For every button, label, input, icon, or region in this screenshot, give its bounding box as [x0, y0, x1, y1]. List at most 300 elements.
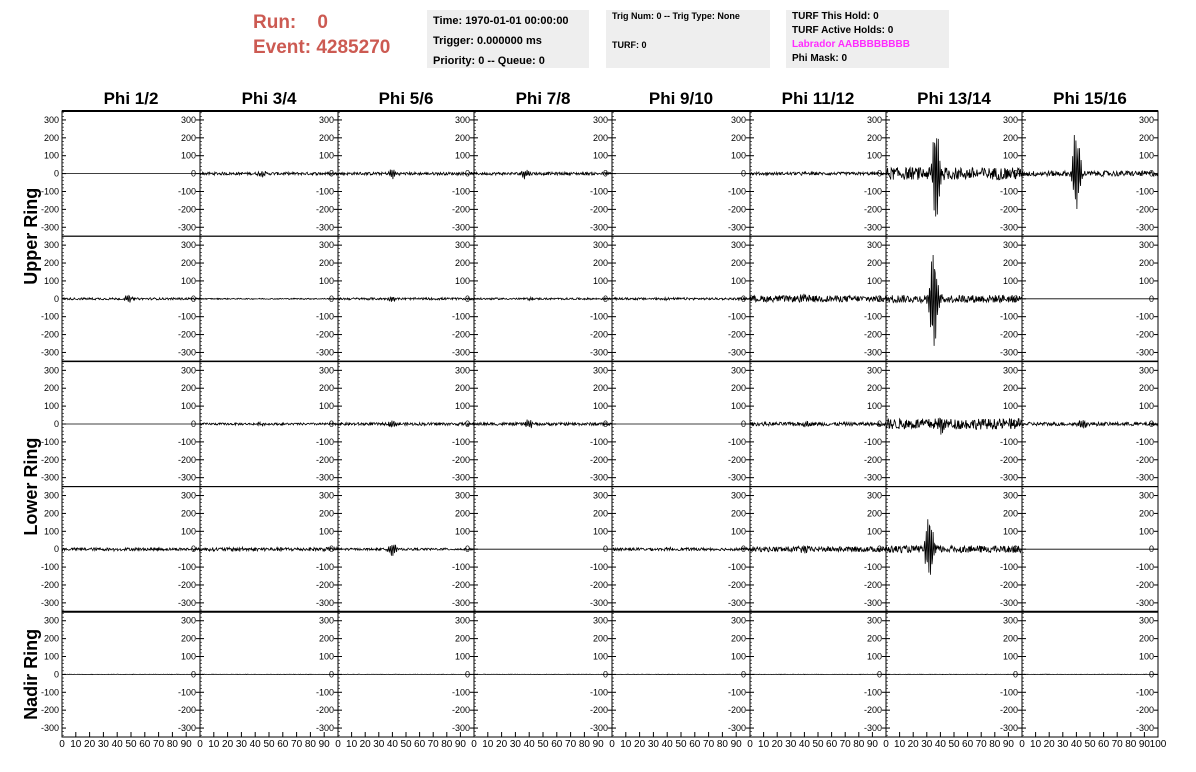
y-tick-label: 100 — [43, 651, 59, 662]
y-tick-label: 300 — [454, 240, 470, 251]
y-tick-label: 300 — [1138, 240, 1154, 251]
y-tick-label: 100 — [730, 651, 746, 662]
y-tick-label: 100 — [1138, 401, 1154, 412]
y-tick-label: 0 — [740, 419, 746, 429]
y-tick-label: 200 — [730, 633, 746, 644]
y-tick-label: 200 — [454, 633, 470, 644]
y-tick-label: 0 — [740, 544, 746, 555]
y-tick-label: -200 — [727, 579, 746, 590]
waveform-trace — [750, 546, 886, 553]
y-tick-label: 200 — [730, 258, 746, 269]
x-tick-label: 80 — [441, 739, 453, 750]
y-tick-label: 100 — [866, 150, 882, 161]
y-tick-label: 0 — [740, 168, 746, 179]
y-tick-label: 200 — [592, 633, 608, 644]
x-tick-label: 0 — [59, 739, 65, 750]
y-tick-label: -100 — [863, 186, 882, 197]
y-tick-label: 200 — [454, 258, 470, 269]
y-tick-label: 200 — [1138, 383, 1154, 394]
x-tick-label: 90 — [318, 739, 330, 750]
y-tick-label: 300 — [454, 490, 470, 501]
y-tick-label: 100 — [454, 401, 470, 412]
x-tick-label: 30 — [509, 739, 521, 750]
x-tick-label: 60 — [962, 739, 974, 750]
y-tick-label: -300 — [451, 222, 470, 233]
y-tick-label: 100 — [1138, 651, 1154, 662]
y-tick-label: 100 — [454, 526, 470, 537]
waveform-trace — [62, 293, 200, 304]
y-tick-label: -300 — [40, 222, 59, 233]
y-tick-label: 300 — [1138, 365, 1154, 376]
y-tick-label: 0 — [740, 293, 746, 304]
y-tick-label: -200 — [1135, 204, 1154, 215]
y-tick-label: 0 — [602, 419, 608, 429]
y-tick-label: 300 — [1002, 365, 1018, 376]
column-header: Phi 3/4 — [241, 89, 297, 108]
x-tick-label: 0 — [471, 739, 477, 750]
y-tick-label: -300 — [1135, 597, 1154, 608]
y-tick-label: -300 — [1135, 347, 1154, 358]
y-tick-label: -300 — [999, 723, 1018, 734]
y-tick-label: 100 — [180, 275, 196, 286]
y-tick-label: 300 — [318, 240, 334, 251]
y-tick-label: 200 — [592, 508, 608, 519]
waveform-trace — [474, 297, 612, 300]
y-tick-label: -100 — [589, 562, 608, 573]
labrador-text: Labrador AABBBBBBBB — [792, 39, 910, 50]
run-label: Run: — [253, 12, 297, 33]
y-tick-label: -200 — [999, 454, 1018, 465]
y-tick-label: -100 — [863, 562, 882, 573]
y-tick-label: -200 — [589, 454, 608, 465]
x-tick-label: 20 — [359, 739, 371, 750]
y-tick-label: 300 — [43, 240, 59, 251]
y-tick-label: 0 — [190, 419, 196, 429]
y-tick-label: -200 — [863, 454, 882, 465]
waveform-trace — [338, 421, 474, 428]
y-tick-label: 200 — [43, 508, 59, 519]
y-tick-label: -300 — [589, 222, 608, 233]
y-tick-label: 200 — [730, 508, 746, 519]
y-tick-label: 100 — [1002, 150, 1018, 161]
y-tick-label: -300 — [727, 723, 746, 734]
y-tick-label: 300 — [866, 490, 882, 501]
x-tick-label: 70 — [703, 739, 715, 750]
x-tick-label: 100 — [1149, 739, 1167, 750]
y-tick-label: 200 — [318, 633, 334, 644]
y-tick-label: 200 — [1002, 633, 1018, 644]
y-tick-label: -200 — [589, 705, 608, 716]
y-tick-label: 100 — [866, 275, 882, 286]
x-tick-label: 60 — [139, 739, 151, 750]
x-tick-label: 60 — [826, 739, 838, 750]
x-tick-label: 20 — [634, 739, 646, 750]
y-tick-label: 200 — [43, 383, 59, 394]
waveform-trace — [612, 298, 750, 301]
x-tick-label: 0 — [197, 739, 203, 750]
y-tick-label: 100 — [318, 275, 334, 286]
y-tick-label: -300 — [863, 472, 882, 483]
y-tick-label: 200 — [318, 383, 334, 394]
y-tick-label: 200 — [180, 258, 196, 269]
y-tick-label: 300 — [1002, 615, 1018, 626]
y-tick-label: -100 — [451, 186, 470, 197]
column-header: Phi 15/16 — [1053, 89, 1127, 108]
y-tick-label: 300 — [1002, 114, 1018, 125]
y-tick-label: -100 — [1135, 562, 1154, 573]
y-tick-label: 100 — [730, 401, 746, 412]
y-tick-label: -100 — [1135, 311, 1154, 322]
y-tick-label: -200 — [40, 204, 59, 215]
y-tick-label: -200 — [1135, 454, 1154, 465]
y-tick-label: 100 — [43, 150, 59, 161]
y-tick-label: 0 — [464, 544, 470, 555]
y-tick-label: -300 — [727, 347, 746, 358]
x-tick-label: 50 — [263, 739, 275, 750]
y-tick-label: 100 — [730, 526, 746, 537]
y-tick-label: -300 — [177, 472, 196, 483]
y-tick-label: 300 — [592, 114, 608, 125]
y-tick-label: -200 — [1135, 329, 1154, 340]
y-tick-label: -100 — [589, 186, 608, 197]
waveform-trace — [200, 168, 338, 179]
y-tick-label: 200 — [866, 633, 882, 644]
event-label: Event: — [253, 37, 312, 58]
y-tick-label: -200 — [451, 579, 470, 590]
x-tick-label: 70 — [291, 739, 303, 750]
y-tick-label: 0 — [740, 669, 746, 680]
y-tick-label: -100 — [40, 311, 59, 322]
y-tick-label: -200 — [315, 579, 334, 590]
y-tick-label: 0 — [53, 419, 59, 429]
y-tick-label: -100 — [177, 562, 196, 573]
y-tick-label: 300 — [454, 114, 470, 125]
y-tick-label: 200 — [318, 132, 334, 143]
y-tick-label: -100 — [999, 311, 1018, 322]
y-tick-label: 300 — [180, 114, 196, 125]
y-tick-label: -200 — [727, 705, 746, 716]
y-tick-label: 0 — [464, 293, 470, 304]
x-tick-label: 70 — [839, 739, 851, 750]
y-tick-label: 200 — [730, 132, 746, 143]
y-tick-label: -100 — [863, 436, 882, 447]
x-tick-label: 90 — [592, 739, 604, 750]
x-tick-label: 10 — [894, 739, 906, 750]
y-tick-label: 200 — [318, 508, 334, 519]
y-tick-label: -300 — [177, 347, 196, 358]
y-tick-label: -200 — [40, 705, 59, 716]
run-value: 0 — [317, 12, 328, 33]
x-tick-label: 90 — [730, 739, 742, 750]
y-tick-label: 0 — [190, 168, 196, 179]
y-tick-label: -100 — [589, 436, 608, 447]
y-tick-label: 0 — [602, 293, 608, 304]
x-tick-label: 80 — [578, 739, 590, 750]
y-tick-label: -200 — [315, 705, 334, 716]
x-tick-label: 40 — [111, 739, 123, 750]
x-tick-label: 90 — [180, 739, 192, 750]
y-tick-label: -300 — [315, 472, 334, 483]
y-tick-label: 100 — [454, 150, 470, 161]
x-tick-label: 40 — [934, 739, 946, 750]
y-tick-label: -300 — [589, 597, 608, 608]
y-tick-label: 300 — [730, 615, 746, 626]
y-tick-label: -200 — [863, 329, 882, 340]
x-tick-label: 50 — [125, 739, 137, 750]
x-tick-label: 40 — [661, 739, 673, 750]
y-tick-label: 100 — [318, 526, 334, 537]
y-tick-label: -300 — [451, 723, 470, 734]
y-tick-label: 100 — [318, 401, 334, 412]
y-tick-label: 0 — [328, 419, 334, 429]
x-tick-label: 60 — [551, 739, 563, 750]
y-tick-label: 100 — [592, 651, 608, 662]
y-tick-label: 0 — [464, 168, 470, 179]
column-header: Phi 11/12 — [781, 89, 855, 108]
y-tick-label: 200 — [1002, 258, 1018, 269]
turf-text: TURF: 0 — [612, 40, 647, 50]
y-tick-label: 200 — [1138, 633, 1154, 644]
y-tick-label: 100 — [180, 651, 196, 662]
y-tick-label: 0 — [1148, 293, 1154, 304]
x-tick-label: 10 — [758, 739, 770, 750]
y-tick-label: 100 — [43, 401, 59, 412]
waveform-trace — [338, 545, 474, 556]
y-tick-label: 100 — [43, 526, 59, 537]
x-tick-label: 20 — [907, 739, 919, 750]
y-tick-label: 100 — [43, 275, 59, 286]
y-tick-label: 200 — [180, 383, 196, 394]
x-tick-label: 70 — [565, 739, 577, 750]
y-tick-label: -300 — [177, 723, 196, 734]
y-tick-label: -100 — [1135, 186, 1154, 197]
y-tick-label: 200 — [866, 383, 882, 394]
y-tick-label: -200 — [451, 454, 470, 465]
y-tick-label: 200 — [866, 258, 882, 269]
y-tick-label: -100 — [999, 436, 1018, 447]
time-text: Time: 1970-01-01 00:00:00 — [433, 15, 569, 27]
y-tick-label: -300 — [40, 723, 59, 734]
y-tick-label: 300 — [866, 365, 882, 376]
row-label: Upper Ring — [21, 187, 41, 285]
column-header: Phi 1/2 — [103, 89, 159, 108]
y-tick-label: 0 — [1012, 419, 1018, 429]
y-tick-label: 300 — [866, 240, 882, 251]
x-tick-label: 90 — [1002, 739, 1014, 750]
y-tick-label: -100 — [315, 311, 334, 322]
y-tick-label: -300 — [40, 347, 59, 358]
y-tick-label: 200 — [1138, 258, 1154, 269]
x-tick-label: 60 — [689, 739, 701, 750]
y-tick-label: 0 — [190, 293, 196, 304]
y-tick-label: -300 — [589, 723, 608, 734]
x-tick-label: 0 — [335, 739, 341, 750]
x-tick-label: 10 — [70, 739, 82, 750]
y-tick-label: 0 — [53, 168, 59, 179]
x-tick-label: 60 — [414, 739, 426, 750]
y-tick-label: -200 — [1135, 705, 1154, 716]
y-tick-label: -100 — [727, 186, 746, 197]
y-tick-label: -200 — [727, 454, 746, 465]
y-tick-label: 200 — [1138, 132, 1154, 143]
y-tick-label: 300 — [180, 490, 196, 501]
y-tick-label: -300 — [863, 723, 882, 734]
y-tick-label: -100 — [863, 687, 882, 698]
y-tick-label: 200 — [866, 132, 882, 143]
y-tick-label: -300 — [727, 472, 746, 483]
y-tick-label: -200 — [589, 329, 608, 340]
y-tick-label: 300 — [1002, 240, 1018, 251]
y-tick-label: 0 — [464, 419, 470, 429]
y-tick-label: -300 — [315, 723, 334, 734]
y-tick-label: -100 — [1135, 687, 1154, 698]
waveform-trace — [338, 297, 474, 302]
y-tick-label: -100 — [40, 186, 59, 197]
y-tick-label: -200 — [999, 579, 1018, 590]
y-tick-label: -200 — [177, 454, 196, 465]
y-tick-label: -100 — [40, 687, 59, 698]
y-tick-label: 200 — [43, 132, 59, 143]
y-tick-label: 200 — [180, 633, 196, 644]
waveform-trace — [338, 170, 474, 180]
y-tick-label: 100 — [454, 275, 470, 286]
y-tick-label: -300 — [1135, 723, 1154, 734]
y-tick-label: 0 — [1012, 168, 1018, 179]
x-tick-label: 30 — [373, 739, 385, 750]
y-tick-label: 100 — [866, 651, 882, 662]
y-tick-label: -100 — [315, 687, 334, 698]
waveform-trace — [474, 170, 612, 179]
y-tick-label: 200 — [180, 508, 196, 519]
trigger-text: Trigger: 0.000000 ms — [433, 35, 542, 47]
y-tick-label: 100 — [1002, 275, 1018, 286]
y-tick-label: 300 — [1138, 490, 1154, 501]
y-tick-label: -300 — [727, 597, 746, 608]
y-tick-label: -200 — [177, 329, 196, 340]
x-tick-label: 80 — [716, 739, 728, 750]
x-tick-label: 80 — [304, 739, 316, 750]
column-header: Phi 5/6 — [378, 89, 434, 108]
y-tick-label: 300 — [180, 365, 196, 376]
y-tick-label: -100 — [177, 186, 196, 197]
y-tick-label: -300 — [863, 222, 882, 233]
y-tick-label: 200 — [1002, 383, 1018, 394]
waveform-trace — [1022, 132, 1158, 209]
turf-active-holds-text: TURF Active Holds: 0 — [792, 25, 894, 36]
y-tick-label: 0 — [1012, 544, 1018, 555]
y-tick-label: -200 — [315, 454, 334, 465]
y-tick-label: -100 — [40, 436, 59, 447]
y-tick-label: 300 — [592, 240, 608, 251]
y-tick-label: -100 — [589, 311, 608, 322]
y-tick-label: 100 — [180, 401, 196, 412]
y-tick-label: 300 — [318, 114, 334, 125]
y-tick-label: 300 — [43, 615, 59, 626]
y-tick-label: 0 — [53, 544, 59, 555]
y-tick-label: 300 — [43, 365, 59, 376]
y-tick-label: 0 — [876, 293, 882, 304]
y-tick-label: -200 — [40, 329, 59, 340]
waveform-trace — [200, 298, 338, 299]
y-tick-label: -100 — [451, 436, 470, 447]
y-tick-label: 300 — [730, 114, 746, 125]
x-tick-label: 40 — [249, 739, 261, 750]
x-tick-label: 30 — [647, 739, 659, 750]
y-tick-label: -200 — [40, 579, 59, 590]
x-tick-label: 40 — [798, 739, 810, 750]
y-tick-label: -100 — [589, 687, 608, 698]
y-tick-label: -300 — [315, 347, 334, 358]
x-tick-label: 30 — [1057, 739, 1069, 750]
x-tick-label: 20 — [84, 739, 96, 750]
y-tick-label: 300 — [180, 615, 196, 626]
row-label: Lower Ring — [21, 437, 41, 536]
y-tick-label: 100 — [592, 401, 608, 412]
y-tick-label: -200 — [177, 579, 196, 590]
y-tick-label: 0 — [53, 669, 59, 680]
y-tick-label: -100 — [1135, 436, 1154, 447]
waveform-trace — [200, 547, 338, 551]
waveform-trace — [886, 418, 1022, 434]
y-tick-label: 0 — [328, 544, 334, 555]
y-tick-label: 200 — [1002, 508, 1018, 519]
y-tick-label: -200 — [315, 329, 334, 340]
column-header: Phi 7/8 — [515, 89, 571, 108]
y-tick-label: -200 — [177, 204, 196, 215]
y-tick-label: -300 — [177, 222, 196, 233]
y-tick-label: -200 — [589, 204, 608, 215]
y-tick-label: 100 — [592, 150, 608, 161]
y-tick-label: 200 — [1138, 508, 1154, 519]
x-tick-label: 90 — [1138, 739, 1150, 750]
x-tick-label: 80 — [1125, 739, 1137, 750]
y-tick-label: 200 — [592, 132, 608, 143]
x-tick-label: 70 — [153, 739, 165, 750]
x-tick-label: 70 — [975, 739, 987, 750]
y-tick-label: 100 — [318, 651, 334, 662]
x-tick-label: 50 — [1084, 739, 1096, 750]
y-tick-label: 0 — [190, 544, 196, 555]
y-tick-label: -300 — [999, 222, 1018, 233]
y-tick-label: -200 — [177, 705, 196, 716]
x-tick-label: 90 — [866, 739, 878, 750]
column-header: Phi 9/10 — [648, 89, 714, 108]
y-tick-label: -300 — [451, 472, 470, 483]
y-tick-label: 100 — [180, 526, 196, 537]
y-tick-label: -300 — [589, 472, 608, 483]
y-tick-label: -300 — [451, 347, 470, 358]
y-tick-label: -100 — [727, 562, 746, 573]
y-tick-label: 100 — [1002, 401, 1018, 412]
x-tick-label: 10 — [620, 739, 632, 750]
y-tick-label: 300 — [454, 615, 470, 626]
x-tick-label: 50 — [675, 739, 687, 750]
y-tick-label: 200 — [454, 508, 470, 519]
y-tick-label: 300 — [592, 490, 608, 501]
y-tick-label: -300 — [40, 597, 59, 608]
x-tick-label: 50 — [537, 739, 549, 750]
y-tick-label: 300 — [592, 615, 608, 626]
y-tick-label: -100 — [315, 186, 334, 197]
y-tick-label: 200 — [43, 258, 59, 269]
waveform-trace — [750, 294, 886, 302]
y-tick-label: 100 — [866, 526, 882, 537]
turf-this-hold-text: TURF This Hold: 0 — [792, 11, 879, 22]
y-tick-label: 100 — [1002, 526, 1018, 537]
phi-mask-text: Phi Mask: 0 — [792, 53, 848, 64]
y-tick-label: 100 — [1138, 526, 1154, 537]
waveform-trace — [612, 547, 750, 551]
